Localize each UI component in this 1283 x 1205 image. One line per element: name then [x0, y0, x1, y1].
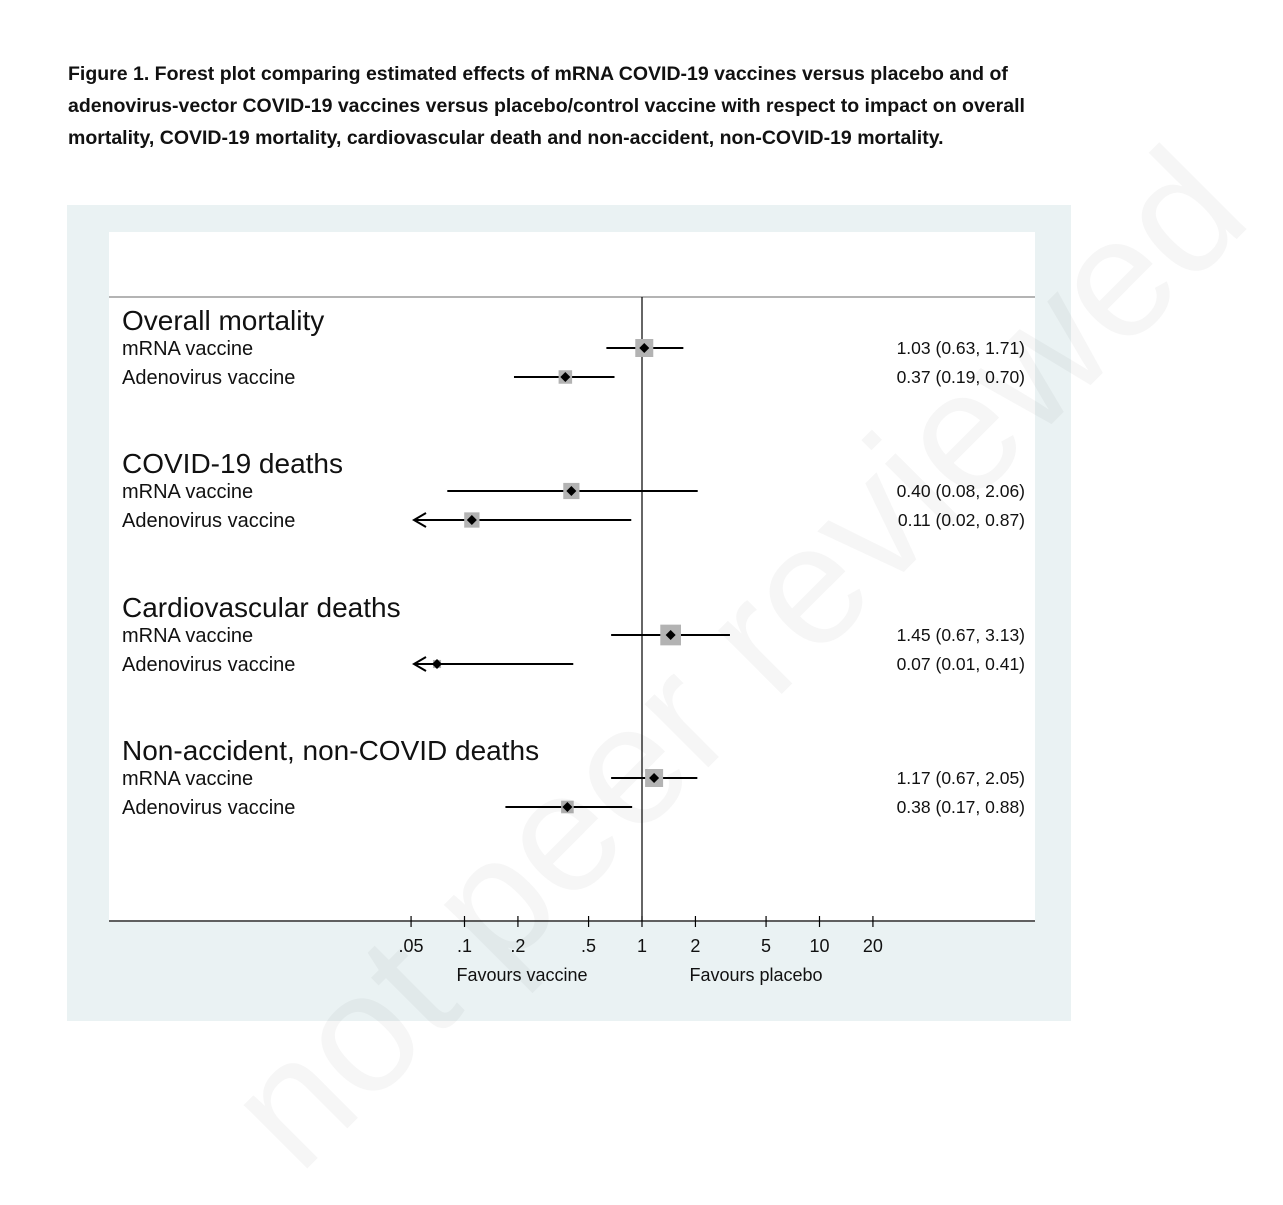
x-tick-label: .5 — [581, 936, 597, 956]
estimate-text: 0.37 (0.19, 0.70) — [896, 367, 1025, 387]
x-axis-label-left: Favours vaccine — [456, 965, 588, 985]
row-label: Adenovirus vaccine — [122, 510, 296, 532]
x-tick-label: 20 — [862, 936, 883, 956]
plot-area — [109, 232, 1035, 985]
estimate-text: 1.45 (0.67, 3.13) — [896, 625, 1025, 645]
estimate-text: 0.40 (0.08, 2.06) — [896, 481, 1025, 501]
row-label: mRNA vaccine — [122, 481, 254, 503]
figure-caption: Figure 1. Forest plot comparing estimated effects of mRNA COVID-19 vaccines versus placebo and of adenovirus-vector COVID-19 vaccines versus placebo/control vaccine with respect to impact on overall mortality, COVID-19 mortality, cardiovascular death and non-accident, non-COVID-19 mortality. — [68, 63, 1025, 149]
x-tick-label: .05 — [398, 936, 424, 956]
estimate-text: 1.03 (0.63, 1.71) — [896, 338, 1025, 358]
row-label: mRNA vaccine — [122, 625, 254, 647]
x-tick-label: 5 — [761, 936, 772, 956]
x-tick-label: .1 — [456, 936, 473, 956]
estimate-text: 1.17 (0.67, 2.05) — [896, 768, 1025, 788]
group-title: Non-accident, non-COVID deaths — [122, 735, 540, 766]
group-title: Cardiovascular deaths — [122, 592, 401, 623]
row-label: Adenovirus vaccine — [122, 367, 296, 389]
x-tick-label: 1 — [636, 936, 648, 956]
row-label: mRNA vaccine — [122, 338, 254, 360]
x-tick-label: 10 — [809, 936, 830, 956]
forest-plot — [109, 232, 1035, 985]
estimate-text: 0.11 (0.02, 0.87) — [897, 510, 1025, 530]
row-label: Adenovirus vaccine — [122, 654, 296, 676]
row-label: mRNA vaccine — [122, 768, 254, 790]
x-tick-label: 2 — [690, 936, 701, 956]
group-title: COVID-19 deaths — [122, 448, 343, 479]
x-axis-label-right: Favours placebo — [689, 965, 823, 985]
x-tick-label: .2 — [510, 936, 526, 956]
estimate-text: 0.07 (0.01, 0.41) — [896, 654, 1025, 674]
group-title: Overall mortality — [122, 305, 325, 336]
estimate-text: 0.38 (0.17, 0.88) — [896, 797, 1025, 817]
row-label: Adenovirus vaccine — [122, 797, 296, 819]
